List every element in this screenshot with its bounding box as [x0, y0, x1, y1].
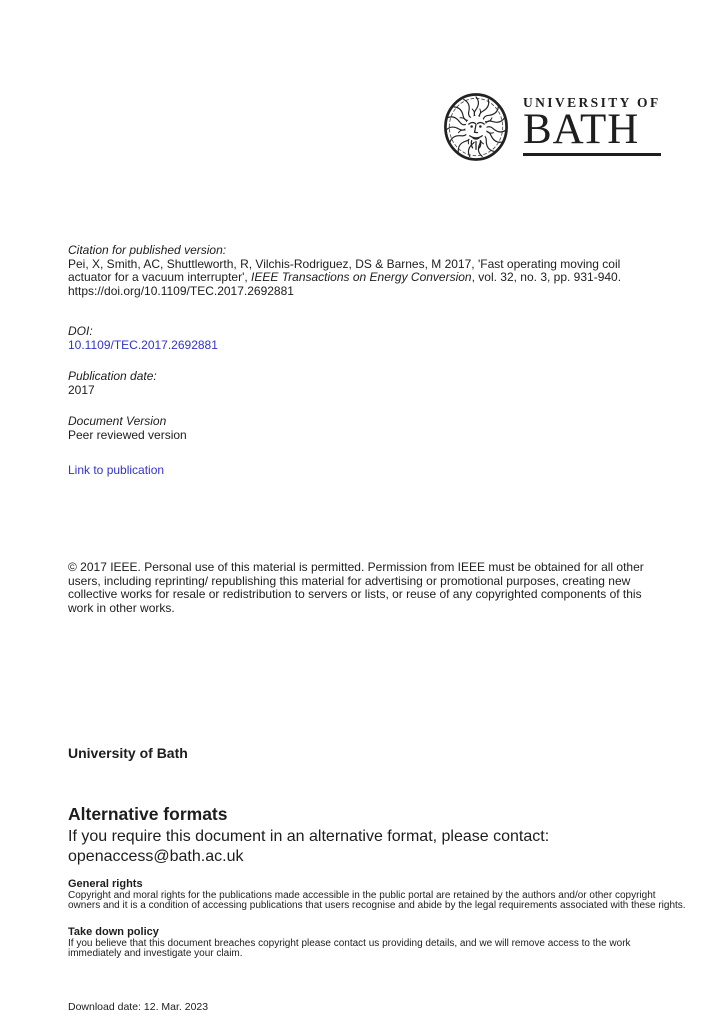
copyright-notice: © 2017 IEEE. Personal use of this material is permitted. Permission from IEEE must be obtained for all other users, including reprinting/ republishing this material for advertising or promotional purposes, creating new collective works for resale or redistribution to servers or lists, or reuse of any copyrighted components of this work in other works.	[68, 560, 644, 615]
citation-text	[68, 258, 656, 299]
logo-bath: BATH	[523, 110, 661, 156]
general-rights-section	[68, 879, 686, 910]
link-to-publication-section	[68, 464, 164, 478]
take-down-policy-body: If you believe that this document breaches copyright please contact us providing details, and we will remove access to the work immediately and investigate your claim.	[68, 938, 631, 959]
alternative-formats-body: If you require this document in an alternative format, please contact:	[68, 828, 550, 845]
openaccess-email: openaccess@bath.ac.uk	[68, 848, 244, 865]
publication-date-value: 2017	[68, 382, 95, 397]
logo-wordmark	[523, 92, 661, 156]
journal-title: IEEE Transactions on Energy Conversion	[251, 270, 472, 284]
citation-volume: , vol. 32, no. 3, pp. 931-940.	[471, 270, 622, 284]
document-version-section	[68, 415, 187, 442]
university-of-bath-logo	[443, 92, 661, 162]
general-rights-body: Copyright and moral rights for the publications made accessible in the public portal are retained by the authors and/or other copyright owners and it is a condition of accessing publications that users recognise and abide by the legal requirements associated with these rights.	[68, 890, 686, 911]
doi-label: DOI:	[68, 324, 93, 338]
document-version-value: Peer reviewed version	[68, 427, 187, 442]
alternative-formats-heading: Alternative formats	[68, 804, 228, 824]
publication-date-label: Publication date:	[68, 369, 157, 383]
citation-doi-url: https://doi.org/10.1109/TEC.2017.2692881	[68, 283, 294, 298]
alternative-formats-section	[68, 805, 549, 867]
document-version-label: Document Version	[68, 414, 167, 428]
bath-crest-icon	[443, 92, 509, 162]
university-heading: University of Bath	[68, 745, 188, 761]
general-rights-heading: General rights	[68, 878, 143, 890]
doi-link[interactable]: 10.1109/TEC.2017.2692881	[68, 337, 218, 352]
link-to-publication[interactable]: Link to publication	[68, 463, 165, 477]
take-down-policy-heading: Take down policy	[68, 926, 159, 938]
doi-section	[68, 325, 218, 352]
publication-date-section	[68, 370, 157, 397]
citation-authors: Pei, X, Smith, AC, Shuttleworth, R, Vilchis-Rodriguez, DS & Barnes, M 2017, 'Fast operating moving coil actuator for a vacuum interrupter',	[68, 256, 621, 284]
logo-university-of: UNIVERSITY OF	[523, 95, 661, 110]
take-down-policy-section	[68, 927, 686, 958]
citation-label: Citation for published version:	[68, 243, 227, 257]
citation-section	[68, 244, 656, 298]
download-date: Download date: 12. Mar. 2023	[68, 1001, 209, 1013]
